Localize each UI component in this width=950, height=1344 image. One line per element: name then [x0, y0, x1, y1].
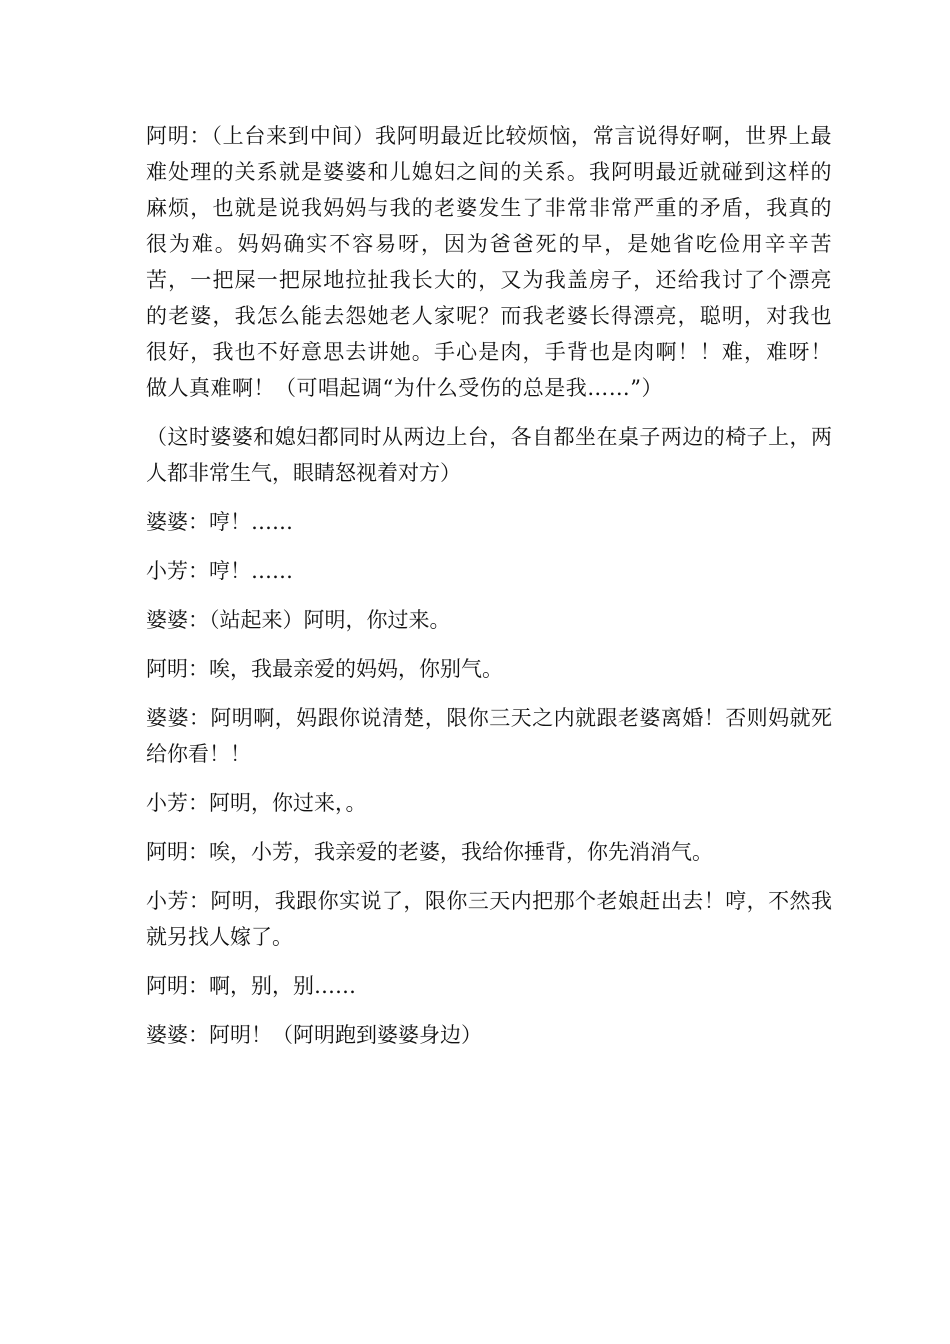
- paragraph-line: 婆婆：阿明啊，妈跟你说清楚，限你三天之内就跟老婆离婚！否则妈就死给你看！！: [146, 706, 832, 766]
- paragraph-line: 阿明：唉，小芳，我亲爱的老婆，我给你捶背，你先消消气。: [146, 840, 713, 864]
- paragraph-line: 婆婆：哼！……: [146, 510, 293, 534]
- paragraph-aming-monologue: 阿明：（上台来到中间）我阿明最近比较烦恼，常言说得好啊，世界上最难处理的关系就是婆婆和儿媳妇之间的关系。我阿明最近就碰到这样的麻烦，也就是说我妈妈与我的老婆发生了非常非常严重的矛盾，我真的很为难。妈妈确实不容易呀，因为爸爸死的早，是她省吃俭用辛辛苦苦，一把屎一把尿地拉扯我长大的，又为我盖房子，还给我讨了个漂亮的老婆，我怎么能去怨她老人家呢？而我老婆长得漂亮，聪明，对我也很好，我也不好意思去讲她。手心是肉，手背也是肉啊！！难，难呀！做人真难啊！（可唱起调“为什么受伤的总是我……”）: [146, 124, 832, 400]
- paragraph-line: 婆婆：（站起来）阿明，你过来。: [146, 608, 451, 632]
- paragraph-line: 婆婆：阿明！（阿明跑到婆婆身边）: [146, 1023, 482, 1047]
- paragraph-line: 阿明：啊，别，别……: [146, 974, 356, 998]
- paragraph-line: 小芳：阿明，你过来，。: [146, 791, 367, 815]
- paragraph-line: 阿明：唉，我最亲爱的妈妈，你别气。: [146, 657, 503, 681]
- paragraph-line: 小芳：哼！……: [146, 559, 293, 583]
- paragraph-stage-direction: （这时婆婆和媳妇都同时从两边上台，各自都坐在桌子两边的椅子上，两人都非常生气，眼睛怒视着对方）: [146, 425, 832, 485]
- paragraph-line: 小芳：阿明，我跟你实说了，限你三天内把那个老娘赶出去！哼，不然我就另找人嫁了。: [146, 889, 832, 949]
- script-text: [146, 118, 832, 1066]
